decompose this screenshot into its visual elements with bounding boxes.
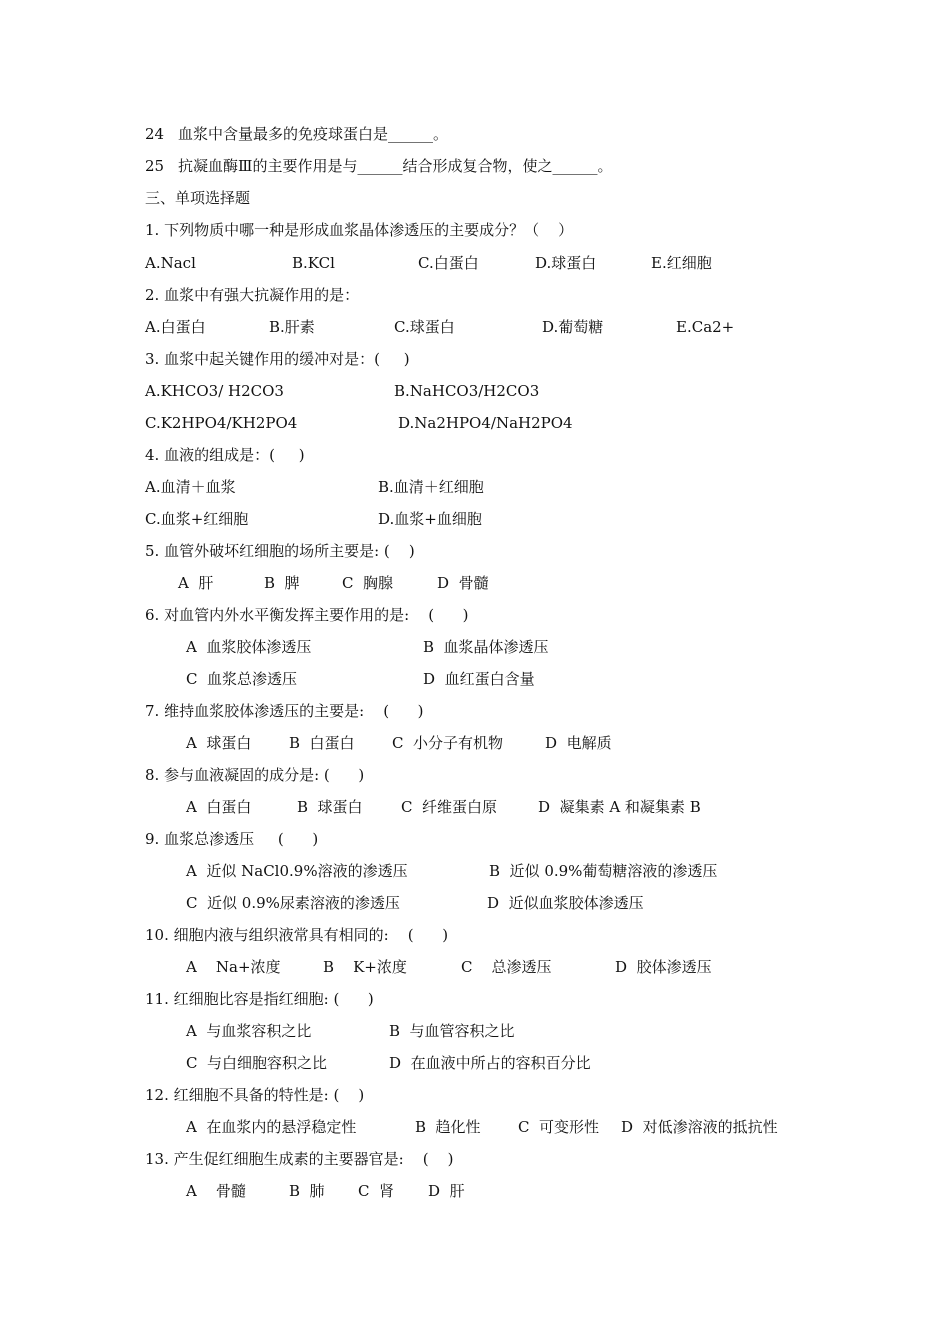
option-c: C.白蛋白 [418,254,479,272]
item-text: 血浆中含量最多的免疫球蛋白是______。 [178,125,449,143]
option-c: C 近似 0.9%尿素溶液的渗透压 [186,894,400,912]
option-c: C 总渗透压 [461,958,552,976]
option-b: B K+浓度 [323,958,407,976]
question-stem-11: 11. 红细胞比容是指红细胞: ( ) [145,990,374,1008]
option-b: B.肝素 [269,318,315,336]
option-e: E.Ca2+ [676,318,735,336]
options-row-13 [145,1181,465,1301]
option-c: C.血浆+红细胞 [145,510,249,528]
option-c: C 胸腺 [342,574,394,592]
question-stem-12: 12. 红细胞不具备的特性是: ( ) [145,1086,365,1104]
option-b: B 血浆晶体渗透压 [423,638,549,656]
option-a: A.血清＋血浆 [145,478,236,496]
option-d: D.Na2HPO4/NaH2PO4 [398,414,573,432]
option-a: A.Nacl [145,254,196,272]
option-c: C 肾 [358,1182,395,1200]
option-c: C 血浆总渗透压 [186,670,298,688]
option-d: D 骨髓 [437,574,489,592]
option-b: B.NaHCO3/H2CO3 [394,382,540,400]
option-b: B.KCl [292,254,335,272]
option-b: B 白蛋白 [289,734,355,752]
question-stem-10: 10. 细胞内液与组织液常具有相同的: ( ) [145,926,449,944]
option-b: B 脾 [264,574,300,592]
option-d: D.血浆+血细胞 [378,510,482,528]
option-a: A.白蛋白 [145,318,206,336]
option-d: D 对低渗溶液的抵抗性 [621,1118,778,1136]
option-a: A 骨髓 [186,1182,246,1200]
option-a: A 肝 [178,574,214,592]
option-a: A 在血浆内的悬浮稳定性 [186,1118,357,1136]
option-b: B 趋化性 [415,1118,481,1136]
question-stem-2: 2. 血浆中有强大抗凝作用的是： [145,286,360,304]
question-stem-8: 8. 参与血液凝固的成分是: ( ) [145,766,365,784]
option-a: A 近似 NaCl0.9%溶液的渗透压 [186,862,408,880]
option-c: C.球蛋白 [394,318,455,336]
question-stem-1: 1. 下列物质中哪一种是形成血浆晶体渗透压的主要成分？（ ） [145,221,574,239]
option-e: E.红细胞 [651,254,712,272]
question-stem-3: 3. 血浆中起关键作用的缓冲对是：( ) [145,350,410,368]
option-c: C 小分子有机物 [392,734,504,752]
question-stem-7: 7. 维持血浆胶体渗透压的主要是: ( ) [145,702,424,720]
option-d: D 电解质 [545,734,612,752]
option-c: C.K2HPO4/KH2PO4 [145,414,298,432]
item-number: 25 [145,157,165,175]
option-d: D 在血液中所占的容积百分比 [389,1054,591,1072]
question-stem-13: 13. 产生促红细胞生成素的主要器官是: ( ) [145,1150,454,1168]
option-b: B 近似 0.9%葡萄糖溶液的渗透压 [489,862,718,880]
option-c: C 可变形性 [518,1118,600,1136]
option-a: A 球蛋白 [186,734,252,752]
option-a: A.KHCO3/ H2CO3 [145,382,284,400]
option-b: B.血清＋红细胞 [378,478,484,496]
item-number: 24 [145,125,165,143]
option-a: A Na+浓度 [186,958,281,976]
option-d: D 胶体渗透压 [615,958,712,976]
option-a: A 白蛋白 [186,798,252,816]
option-b: B 肺 [289,1182,325,1200]
option-d: D.葡萄糖 [542,318,604,336]
option-a: A 血浆胶体渗透压 [186,638,312,656]
section-title: 三、单项选择题 [145,189,251,207]
option-a: A 与血浆容积之比 [186,1022,312,1040]
question-stem-4: 4. 血液的组成是：( ) [145,446,305,464]
option-c: C 与白细胞容积之比 [186,1054,328,1072]
option-d: D.球蛋白 [535,254,597,272]
option-b: B 与血管容积之比 [389,1022,515,1040]
option-b: B 球蛋白 [297,798,363,816]
item-text: 抗凝血酶Ⅲ的主要作用是与______结合形成复合物，使之______。 [178,157,613,175]
option-d: D 肝 [428,1182,465,1200]
option-d: D 血红蛋白含量 [423,670,535,688]
question-stem-9: 9. 血浆总渗透压 ( ) [145,830,319,848]
option-c: C 纤维蛋白原 [401,798,498,816]
option-d: D 近似血浆胶体渗透压 [487,894,644,912]
question-stem-5: 5. 血管外破坏红细胞的场所主要是: ( ) [145,542,415,560]
question-stem-6: 6. 对血管内外水平衡发挥主要作用的是: ( ) [145,606,469,624]
option-d: D 凝集素 A 和凝集素 B [538,798,701,816]
